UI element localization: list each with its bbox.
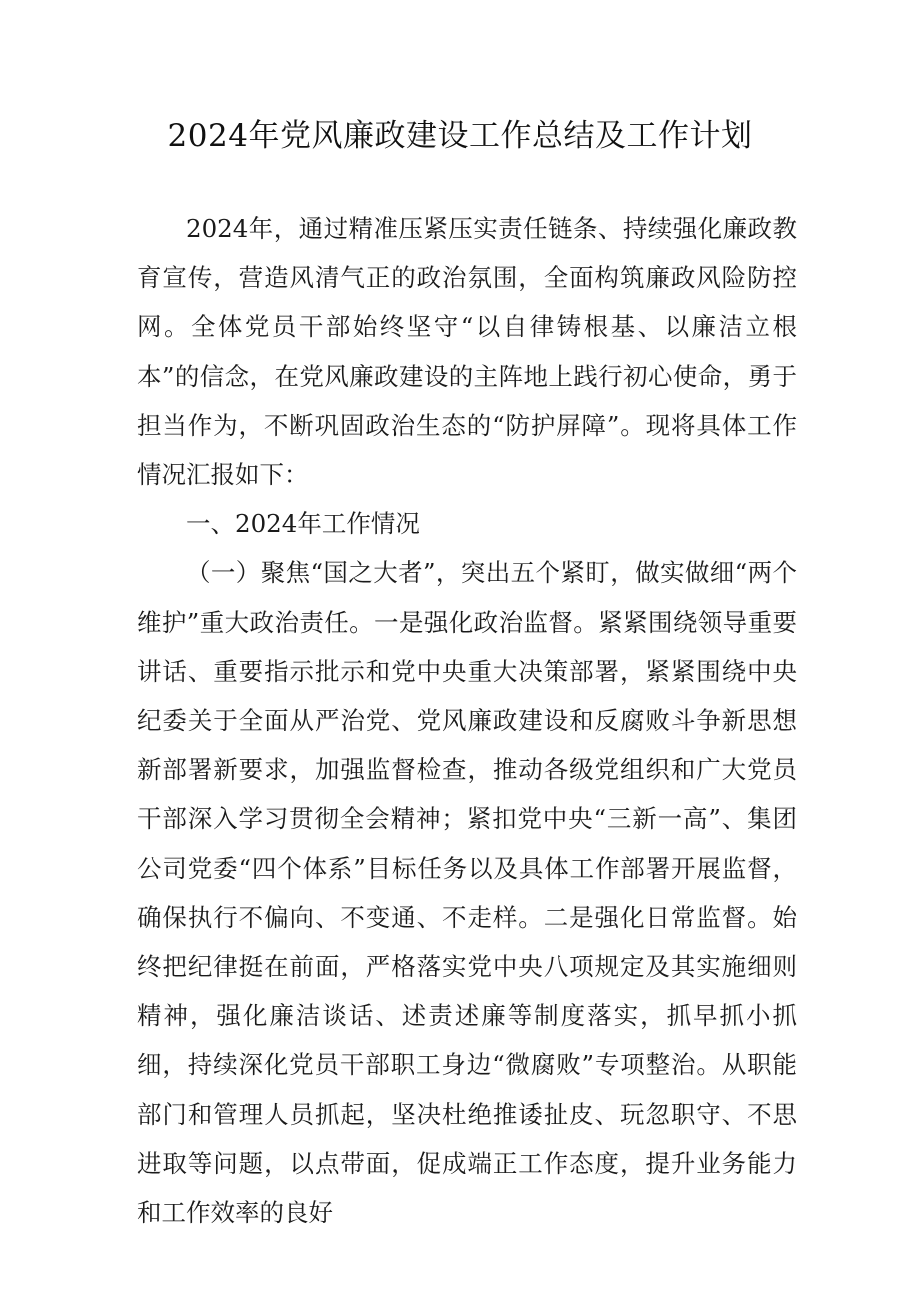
document-title: 2024年党风廉政建设工作总结及工作计划 [167, 118, 753, 154]
section-heading: 一、2024年工作情况 [186, 509, 420, 539]
document-body [137, 204, 797, 1237]
intro-paragraph: 2024年，通过精准压紧压实责任链条、持续强化廉政教育宣传，营造风清气正的政治氛围，全面构筑廉政风险防控网。全体党员干部始终坚守“以自律铸根基、以廉洁立根本”的信念，在党风廉政建设的主阵地上践行初心使命，勇于担当作为，不断巩固政治生态的“防护屏障”。现将具体工作情况汇报如下： [137, 214, 797, 490]
subsection-paragraph: （一）聚焦“国之大者”，突出五个紧盯，做实做细“两个维护”重大政治责任。一是强化政治监督。紧紧围绕领导重要讲话、重要指示批示和党中央重大决策部署，紧紧围绕中央纪委关于全面从严治党、党风廉政建设和反腐败斗争新思想新部署新要求，加强监督检查，推动各级党组织和广大党员干部深入学习贯彻全会精神；紧扣党中央“三新一高”、集团公司党委“四个体系”目标任务以及具体工作部署开展监督，确保执行不偏向、不变通、不走样。二是强化日常监督。始终把纪律挺在前面，严格落实党中央八项规定及其实施细则精神，强化廉洁谈话、述责述廉等制度落实，抓早抓小抓细，持续深化党员干部职工身边“微腐败”专项整治。从职能部门和管理人员抓起，坚决杜绝推诿扯皮、玩忽职守、不思进取等问题，以点带面，促成端正工作态度，提升业务能力和工作效率的良好 [137, 558, 797, 1228]
